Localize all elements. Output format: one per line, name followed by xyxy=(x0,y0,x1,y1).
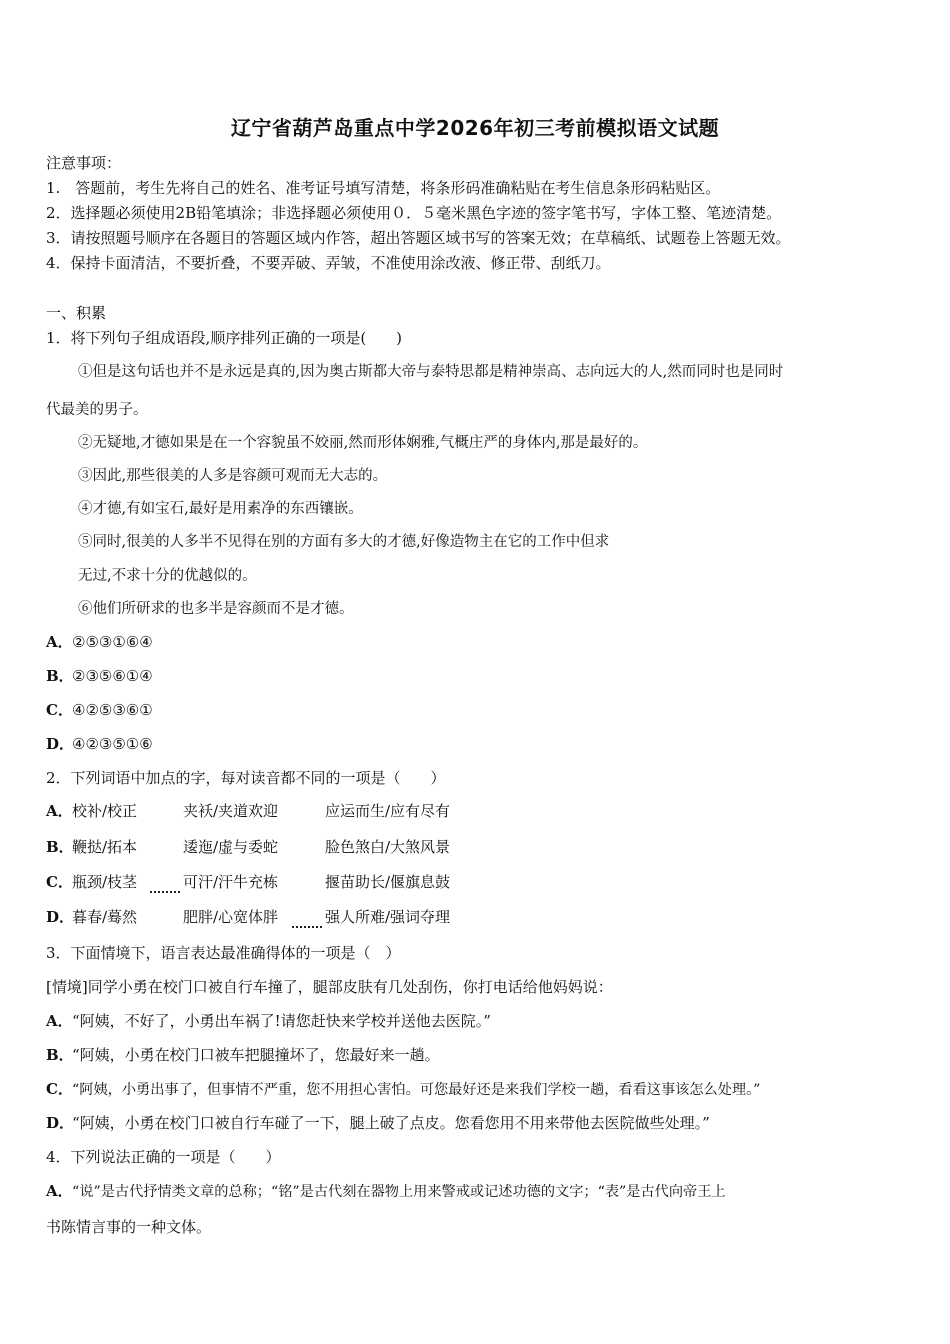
q1-sentence-2: ②无疑地,才德如果是在一个容貌虽不姣丽,然而形体娴雅,气概庄严的身体内,那是最好的。 xyxy=(78,435,648,451)
q3-option-d[interactable] xyxy=(46,1112,710,1133)
option-letter: C． xyxy=(46,873,73,891)
option-letter: A． xyxy=(46,1012,73,1030)
q2-d-col-3: 强人所难/强词夺理 xyxy=(325,908,451,926)
q1-stem: 1．将下列句子组成语段,顺序排列正确的一项是( ) xyxy=(46,329,403,347)
q4-option-a[interactable] xyxy=(46,1180,726,1201)
option-letter: A． xyxy=(46,802,73,820)
notice-item-3: 3．请按照题号顺序在各题目的答题区域内作答，超出答题区域书写的答案无效；在草稿纸、试题卷上答题无效。 xyxy=(46,229,791,247)
notice-item-1: 1. 答题前，考生先将自己的姓名、准考证号填写清楚，将条形码准确粘贴在考生信息条形码粘贴区。 xyxy=(46,179,721,197)
option-col-1: 瓶颈/枝茎 xyxy=(72,873,138,891)
option-col-1: 校补/校正 xyxy=(72,802,138,820)
notice-item-2: 2．选择题必须使用2B铅笔填涂；非选择题必须使用０．５毫米黑色字迹的签字笔书写，字体工整、笔迹清楚。 xyxy=(46,204,782,222)
option-col-1: 鞭挞/拓本 xyxy=(72,838,138,856)
q1-sentence-1a: ①但是这句话也并不是永远是真的,因为奥古斯都大帝与泰特思都是精神崇高、志向远大的人,然而同时也是同时 xyxy=(78,364,784,380)
option-letter: C． xyxy=(46,701,73,719)
q1-sentence-5a: ⑤同时,很美的人多半不见得在别的方面有多大的才德,好像造物主在它的工作中但求 xyxy=(78,534,610,550)
q2-b-col-2: 逶迤/虚与委蛇 xyxy=(183,838,279,856)
option-text: “说”是古代抒情类文章的总称；“铭”是古代刻在器物上用来警戒或记述功德的文字；“表”是古代向帝王上 xyxy=(72,1184,726,1200)
q2-c-col-3: 揠苗助长/偃旗息鼓 xyxy=(325,873,451,891)
option-text: “阿姨，不好了，小勇出车祸了!请您赶快来学校并送他去医院。” xyxy=(72,1012,491,1030)
q1-sentence-1b: 代最美的男子。 xyxy=(46,402,148,418)
notice-item-4: 4．保持卡面清洁，不要折叠，不要弄破、弄皱，不准使用涂改液、修正带、刮纸刀。 xyxy=(46,254,611,272)
page-title: 辽宁省葫芦岛重点中学2026年初三考前模拟语文试题 xyxy=(230,116,720,140)
option-text: ②⑤③①⑥④ xyxy=(72,633,153,651)
q1-sentence-3: ③因此,那些很美的人多是容颜可观而无大志的。 xyxy=(78,468,388,484)
option-text: ④②⑤③⑥① xyxy=(72,701,153,719)
q1-option-d[interactable] xyxy=(46,733,153,754)
q4-option-a-continued: 书陈情言事的一种文体。 xyxy=(46,1218,212,1236)
option-letter: B． xyxy=(46,667,74,685)
q1-sentence-4: ④才德,有如宝石,最好是用素净的东西镶嵌。 xyxy=(78,501,363,517)
option-letter: C． xyxy=(46,1080,73,1098)
q1-option-a[interactable] xyxy=(46,631,153,652)
option-text: “阿姨，小勇出事了，但事情不严重，您不用担心害怕。可您最好还是来我们学校一趟，看看这事该怎么处理。” xyxy=(72,1082,761,1098)
option-letter: D． xyxy=(46,908,75,926)
section-heading: 一、积累 xyxy=(46,304,107,322)
q2-b-col-3: 脸色煞白/大煞风景 xyxy=(325,838,451,856)
option-letter: D． xyxy=(46,735,75,753)
option-letter: B． xyxy=(46,1046,74,1064)
q2-option-a[interactable] xyxy=(46,800,137,821)
q2-c-col-2: 可汗/汗牛充栋 xyxy=(183,873,279,891)
notice-heading: 注意事项： xyxy=(46,154,122,172)
option-text: ②③⑤⑥①④ xyxy=(72,667,153,685)
q1-sentence-6: ⑥他们所研求的也多半是容颜而不是才德。 xyxy=(78,601,354,617)
option-letter: B． xyxy=(46,838,74,856)
option-col-1: 暮春/蓦然 xyxy=(72,908,138,926)
q2-option-c[interactable] xyxy=(46,871,137,892)
q2-stem: 2．下列词语中加点的字，每对读音都不同的一项是（ ） xyxy=(46,769,446,787)
q3-context: [情境]同学小勇在校门口被自行车撞了，腿部皮肤有几处刮伤，你打电话给他妈妈说： xyxy=(46,978,613,996)
q3-option-b[interactable] xyxy=(46,1044,440,1065)
q1-option-b[interactable] xyxy=(46,665,153,686)
q1-sentence-5b: 无过,不求十分的优越似的。 xyxy=(78,568,257,584)
q1-option-c[interactable] xyxy=(46,699,153,720)
option-letter: A． xyxy=(46,633,73,651)
option-text: “阿姨，小勇在校门口被车把腿撞坏了，您最好来一趟。 xyxy=(72,1046,440,1064)
emphasis-dots xyxy=(150,879,180,897)
q3-option-c[interactable] xyxy=(46,1078,760,1099)
option-text: “阿姨，小勇在校门口被自行车碰了一下，腿上破了点皮。您看您用不用来带他去医院做些处理。” xyxy=(72,1114,710,1132)
option-letter: A． xyxy=(46,1182,73,1200)
q2-option-d[interactable] xyxy=(46,906,137,927)
q2-option-b[interactable] xyxy=(46,836,137,857)
option-letter: D． xyxy=(46,1114,75,1132)
option-text: ④②③⑤①⑥ xyxy=(72,735,153,753)
q2-a-col-3: 应运而生/应有尽有 xyxy=(325,802,451,820)
q3-stem: 3．下面情境下，语言表达最准确得体的一项是（ ） xyxy=(46,944,401,962)
emphasis-dots xyxy=(292,914,322,932)
q4-stem: 4．下列说法正确的一项是（ ） xyxy=(46,1148,281,1166)
q2-a-col-2: 夹袄/夹道欢迎 xyxy=(183,802,279,820)
q2-d-col-2: 肥胖/心宽体胖 xyxy=(183,908,279,926)
q3-option-a[interactable] xyxy=(46,1010,491,1031)
